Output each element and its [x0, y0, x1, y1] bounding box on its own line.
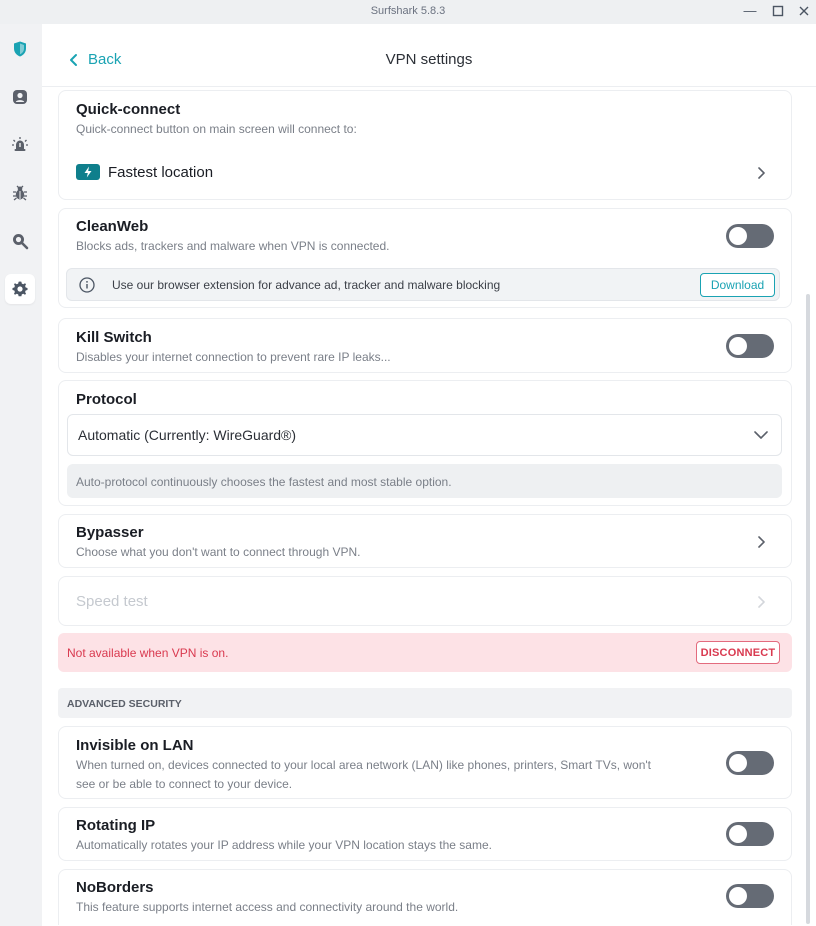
- page-title: VPN settings: [385, 51, 473, 68]
- noborders-description: This feature supports internet access and connectivity around the world.: [76, 900, 459, 914]
- sidebar-item-vpn[interactable]: [5, 34, 35, 64]
- chevron-right-icon: [756, 595, 766, 609]
- download-button[interactable]: Download: [700, 273, 775, 297]
- speed-test-card: [58, 576, 792, 626]
- chevron-right-icon: [756, 166, 766, 180]
- minimize-button[interactable]: —: [743, 3, 757, 18]
- kill-switch-card: [58, 318, 792, 373]
- scrollbar[interactable]: [806, 294, 810, 924]
- quick-connect-description: Quick-connect button on main screen will connect to:: [76, 122, 357, 136]
- bug-icon: [11, 184, 29, 202]
- quick-connect-selector[interactable]: [59, 147, 791, 199]
- sidebar: [0, 24, 42, 926]
- kill-switch-description: Disables your internet connection to prevent rare IP leaks...: [76, 350, 391, 364]
- protocol-selected-value: Automatic (Currently: WireGuard®): [78, 427, 297, 443]
- advanced-security-header-text: ADVANCED SECURITY: [67, 698, 182, 710]
- noborders-title: NoBorders: [76, 879, 154, 896]
- cleanweb-info-banner: [66, 268, 780, 301]
- rotating-ip-title: Rotating IP: [76, 817, 156, 834]
- sidebar-item-antivirus[interactable]: [5, 178, 35, 208]
- settings-panel: [42, 24, 816, 926]
- chevron-right-icon: [756, 535, 766, 549]
- kill-switch-title: Kill Switch: [76, 329, 152, 346]
- disconnect-button[interactable]: DISCONNECT: [696, 641, 780, 664]
- quick-connect-title: Quick-connect: [76, 101, 181, 118]
- protocol-title: Protocol: [76, 391, 137, 408]
- sidebar-item-search[interactable]: [5, 226, 35, 256]
- close-icon: [798, 5, 810, 17]
- invisible-on-lan-title: Invisible on LAN: [76, 737, 194, 754]
- cleanweb-description: Blocks ads, trackers and malware when VPN is connected.: [76, 239, 390, 253]
- rotating-ip-description: Automatically rotates your IP address while your VPN location stays the same.: [76, 838, 492, 852]
- maximize-icon: [772, 5, 784, 17]
- cleanweb-toggle[interactable]: [726, 224, 774, 248]
- search-icon: [11, 232, 29, 250]
- back-label: Back: [88, 51, 122, 68]
- cleanweb-info-text: Use our browser extension for advance ad, tracker and malware blocking: [112, 278, 501, 292]
- invisible-on-lan-card: [58, 726, 792, 799]
- close-button[interactable]: [796, 3, 812, 19]
- header-divider: [42, 86, 816, 87]
- chevron-down-icon: [753, 430, 769, 440]
- rotating-ip-toggle[interactable]: [726, 822, 774, 846]
- sidebar-item-account[interactable]: [5, 82, 35, 112]
- speed-test-title: Speed test: [76, 593, 148, 610]
- protocol-note: [67, 464, 782, 498]
- quick-connect-card: [58, 90, 792, 200]
- quick-connect-value: Fastest location: [108, 164, 214, 181]
- speed-test-alert: [58, 633, 792, 672]
- bolt-icon: [76, 164, 100, 180]
- noborders-toggle[interactable]: [726, 884, 774, 908]
- shield-icon: [11, 40, 29, 58]
- cleanweb-title: CleanWeb: [76, 218, 149, 235]
- gear-icon: [11, 280, 29, 298]
- sidebar-item-settings[interactable]: [5, 274, 35, 304]
- invisible-on-lan-description-line2: see or be able to connect to your device.: [76, 777, 293, 791]
- protocol-note-text: Auto-protocol continuously chooses the fastest and most stable option.: [76, 475, 452, 489]
- speed-test-alert-text: Not available when VPN is on.: [67, 646, 229, 660]
- noborders-card: [58, 869, 792, 925]
- sidebar-item-alert[interactable]: [5, 130, 35, 160]
- alert-icon: [11, 136, 29, 154]
- bypasser-card[interactable]: [58, 514, 792, 568]
- advanced-security-header: [58, 688, 792, 718]
- invisible-on-lan-toggle[interactable]: [726, 751, 774, 775]
- bypasser-description: Choose what you don't want to connect through VPN.: [76, 545, 361, 559]
- maximize-button[interactable]: [770, 3, 786, 19]
- window-title: Surfshark 5.8.3: [370, 5, 446, 17]
- protocol-select[interactable]: [67, 414, 782, 456]
- info-icon: [79, 277, 95, 293]
- kill-switch-toggle[interactable]: [726, 334, 774, 358]
- bypasser-title: Bypasser: [76, 524, 144, 541]
- invisible-on-lan-description-line1: When turned on, devices connected to your local area network (LAN) like phones, printers, Smart TVs, won't: [76, 758, 652, 772]
- rotating-ip-card: [58, 807, 792, 861]
- person-icon: [11, 88, 29, 106]
- title-bar: [0, 0, 816, 24]
